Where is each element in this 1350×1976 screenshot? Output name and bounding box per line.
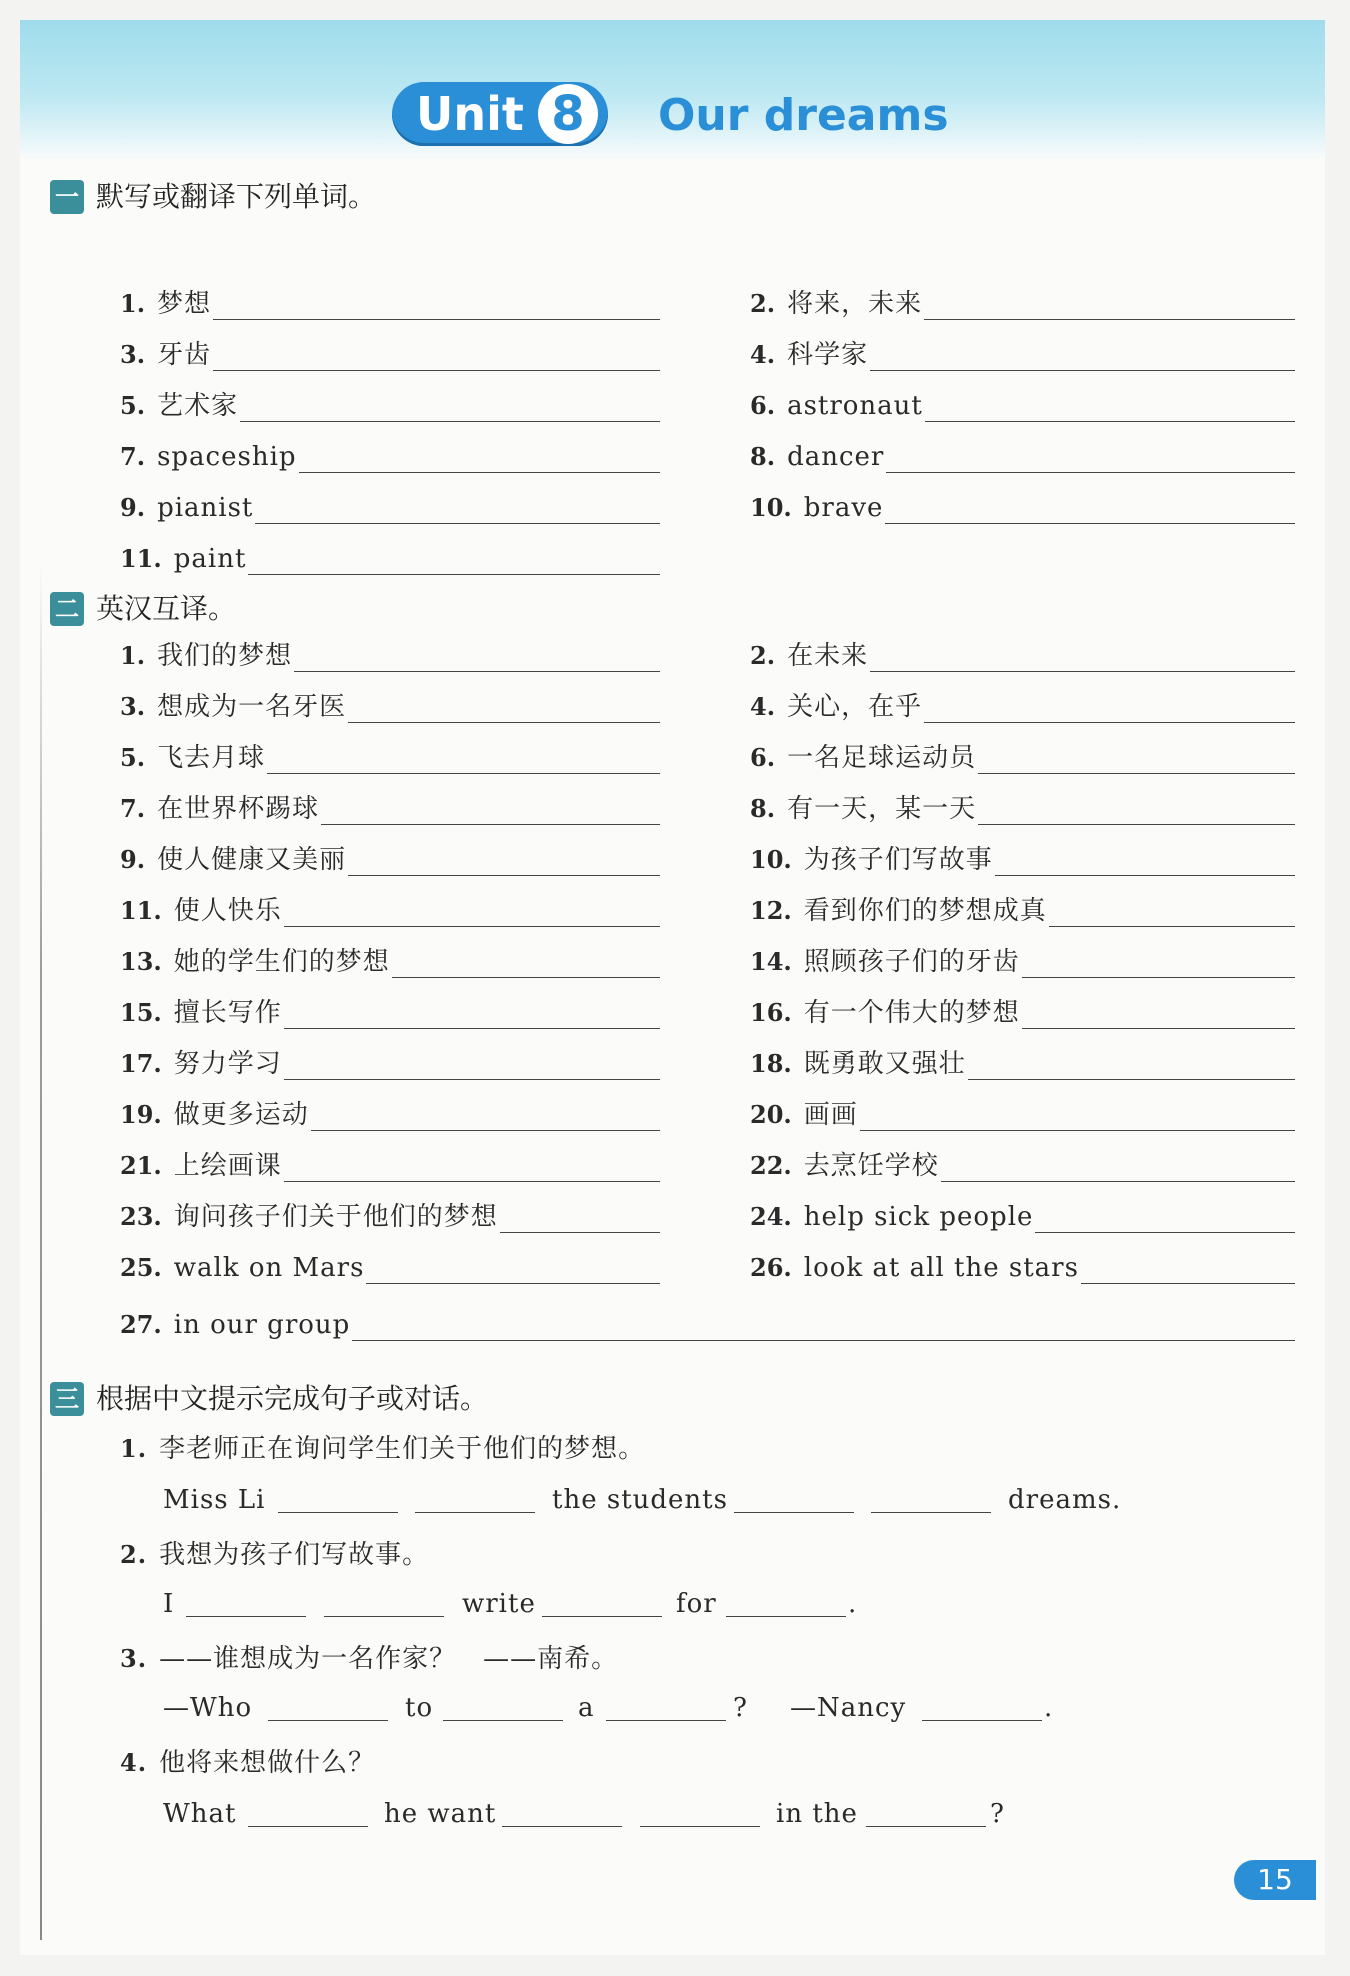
answer-blank[interactable]	[925, 393, 1295, 422]
item-text: 使人快乐	[173, 896, 282, 926]
item-number: 25.	[120, 1253, 162, 1282]
answer-blank[interactable]	[213, 342, 660, 371]
sentence-word: ?	[990, 1799, 1005, 1829]
item-text: 照顾孩子们的牙齿	[803, 947, 1020, 977]
section-1-icon: 一	[50, 180, 84, 214]
header-band	[20, 20, 1325, 160]
unit-title: Our dreams	[658, 90, 949, 141]
answer-blank[interactable]	[860, 1102, 1295, 1131]
item-number: 12.	[750, 896, 792, 925]
item-number: 21.	[120, 1151, 162, 1180]
answer-blank[interactable]	[352, 1312, 1295, 1341]
answer-blank[interactable]	[542, 1586, 662, 1617]
answer-blank[interactable]	[734, 1482, 854, 1513]
s3-q4-answer-line	[20, 1796, 1325, 1832]
s3-q3-answer-line	[20, 1690, 1325, 1726]
item-text: spaceship	[157, 442, 297, 472]
answer-blank[interactable]	[968, 1051, 1295, 1080]
answer-blank[interactable]	[284, 1051, 660, 1080]
s1-item-9	[120, 484, 660, 524]
item-number: 5.	[120, 391, 146, 420]
answer-blank[interactable]	[606, 1690, 726, 1721]
answer-blank[interactable]	[941, 1153, 1295, 1182]
answer-blank[interactable]	[366, 1255, 660, 1284]
answer-blank[interactable]	[415, 1482, 535, 1513]
item-text: 有一个伟大的梦想	[803, 998, 1020, 1028]
item-text: 一名足球运动员	[787, 743, 977, 773]
s2-item-24	[750, 1193, 1295, 1233]
item-text: astronaut	[787, 391, 923, 421]
s2-item-11	[120, 887, 660, 927]
s1-item-11	[120, 535, 660, 575]
item-number: 16.	[750, 998, 792, 1027]
item-text: 想成为一名牙医	[157, 692, 347, 722]
item-number: 6.	[750, 391, 776, 420]
item-number: 6.	[750, 743, 776, 772]
section-3-icon: 三	[50, 1382, 84, 1416]
s2-item-21	[120, 1142, 660, 1182]
item-text: 科学家	[787, 340, 869, 370]
item-text: 擅长写作	[173, 998, 282, 1028]
answer-blank[interactable]	[284, 1153, 660, 1182]
section-2-icon: 二	[50, 592, 84, 626]
s1-item-6	[750, 382, 1295, 422]
s1-item-7	[120, 433, 660, 473]
item-text: 将来，未来	[787, 289, 923, 319]
item-number: 14.	[750, 947, 792, 976]
s3-q4-prompt	[120, 1746, 375, 1780]
s3-q3-prompt	[120, 1642, 618, 1676]
s2-item-8	[750, 785, 1295, 825]
section-1-heading	[50, 180, 650, 220]
item-number: 26.	[750, 1253, 792, 1282]
s2-item-26	[750, 1244, 1295, 1284]
item-text: 去烹饪学校	[803, 1151, 939, 1181]
item-number: 4.	[750, 692, 776, 721]
unit-label: Unit	[416, 87, 524, 141]
answer-blank[interactable]	[1081, 1255, 1295, 1284]
s2-item-1	[120, 632, 660, 672]
item-text: paint	[173, 544, 247, 574]
question-chinese: ——谁想成为一名作家？ ——南希。	[159, 1644, 619, 1674]
s2-item-9	[120, 836, 660, 876]
item-number: 27.	[120, 1310, 162, 1339]
s2-item-20	[750, 1091, 1295, 1131]
sentence-word: ?	[733, 1693, 748, 1723]
item-number: 10.	[750, 845, 792, 874]
s2-item-3	[120, 683, 660, 723]
item-number: 9.	[120, 845, 146, 874]
s2-item-15	[120, 989, 660, 1029]
item-number: 8.	[750, 442, 776, 471]
item-text: 在未来	[787, 641, 869, 671]
item-text: 关心，在乎	[787, 692, 923, 722]
worksheet-page	[20, 20, 1325, 1955]
s2-item-19	[120, 1091, 660, 1131]
sentence-word: Miss Li	[163, 1485, 266, 1515]
answer-blank[interactable]	[870, 342, 1295, 371]
s3-q1-prompt	[120, 1432, 645, 1466]
answer-blank[interactable]	[321, 796, 660, 825]
section-1-title: 默写或翻译下列单词。	[96, 180, 377, 213]
s2-item-13	[120, 938, 660, 978]
answer-blank[interactable]	[443, 1690, 563, 1721]
sentence-word: What	[163, 1799, 237, 1829]
item-text: brave	[803, 493, 884, 523]
item-text: dancer	[787, 442, 885, 472]
section-3-heading	[50, 1382, 750, 1422]
answer-blank[interactable]	[248, 546, 660, 575]
answer-blank[interactable]	[924, 694, 1295, 723]
item-text: walk on Mars	[173, 1253, 365, 1283]
item-number: 18.	[750, 1049, 792, 1078]
s3-q2-answer-line	[20, 1586, 1325, 1622]
item-number: 9.	[120, 493, 146, 522]
s2-item-6	[750, 734, 1295, 774]
s2-item-14	[750, 938, 1295, 978]
item-number: 10.	[750, 493, 792, 522]
s2-item-10	[750, 836, 1295, 876]
sentence-word: to	[405, 1693, 434, 1723]
item-number: 24.	[750, 1202, 792, 1231]
sentence-word: the students	[552, 1485, 728, 1515]
s2-item-27	[120, 1301, 1295, 1341]
answer-blank[interactable]	[726, 1586, 846, 1617]
answer-blank[interactable]	[392, 949, 660, 978]
item-text: 梦想	[157, 289, 212, 319]
s1-item-8	[750, 433, 1295, 473]
item-text: help sick people	[803, 1202, 1034, 1232]
item-number: 23.	[120, 1202, 162, 1231]
s1-item-5	[120, 382, 660, 422]
item-text: 询问孩子们关于他们的梦想	[173, 1202, 498, 1232]
sentence-word: write	[462, 1589, 536, 1619]
answer-blank[interactable]	[978, 745, 1295, 774]
item-text: in our group	[173, 1310, 351, 1340]
item-text: 我们的梦想	[157, 641, 293, 671]
answer-blank[interactable]	[294, 643, 660, 672]
answer-blank[interactable]	[886, 444, 1295, 473]
s1-item-3	[120, 331, 660, 371]
s3-q1-answer-line	[20, 1482, 1325, 1518]
question-chinese: 我想为孩子们写故事。	[159, 1540, 430, 1570]
question-number: 2.	[120, 1540, 148, 1569]
item-number: 5.	[120, 743, 146, 772]
answer-blank[interactable]	[324, 1586, 444, 1617]
item-number: 17.	[120, 1049, 162, 1078]
item-number: 7.	[120, 442, 146, 471]
s2-item-16	[750, 989, 1295, 1029]
unit-number: 8	[538, 84, 598, 144]
item-number: 1.	[120, 641, 146, 670]
answer-blank[interactable]	[885, 495, 1295, 524]
sentence-word: in the	[776, 1799, 858, 1829]
sentence-word: a	[578, 1693, 595, 1723]
question-number: 3.	[120, 1644, 148, 1673]
item-text: 在世界杯踢球	[157, 794, 320, 824]
binding-edge	[40, 560, 42, 1940]
unit-badge	[392, 82, 608, 146]
sentence-word: he want	[384, 1799, 497, 1829]
section-2-title: 英汉互译。	[96, 592, 237, 625]
item-text: 做更多运动	[173, 1100, 309, 1130]
s2-item-25	[120, 1244, 660, 1284]
answer-blank[interactable]	[240, 393, 660, 422]
s2-item-22	[750, 1142, 1295, 1182]
answer-blank[interactable]	[284, 1000, 660, 1029]
answer-blank[interactable]	[299, 444, 660, 473]
answer-blank[interactable]	[348, 694, 660, 723]
item-text: 看到你们的梦想成真	[803, 896, 1047, 926]
answer-blank[interactable]	[500, 1204, 660, 1233]
item-number: 2.	[750, 641, 776, 670]
sentence-word: —Nancy	[790, 1693, 907, 1723]
item-number: 8.	[750, 794, 776, 823]
answer-blank[interactable]	[248, 1796, 368, 1827]
sentence-word: for	[676, 1589, 717, 1619]
answer-blank[interactable]	[995, 847, 1295, 876]
item-number: 20.	[750, 1100, 792, 1129]
item-number: 19.	[120, 1100, 162, 1129]
answer-blank[interactable]	[186, 1586, 306, 1617]
item-number: 4.	[750, 340, 776, 369]
sentence-word: dreams.	[1008, 1485, 1122, 1515]
s2-item-4	[750, 683, 1295, 723]
answer-blank[interactable]	[640, 1796, 760, 1827]
item-number: 3.	[120, 692, 146, 721]
answer-blank[interactable]	[284, 898, 660, 927]
item-number: 2.	[750, 289, 776, 318]
item-text: 有一天，某一天	[787, 794, 977, 824]
answer-blank[interactable]	[213, 291, 660, 320]
sentence-word: I	[163, 1589, 175, 1619]
page-number: 15	[1234, 1860, 1316, 1900]
answer-blank[interactable]	[348, 847, 660, 876]
answer-blank[interactable]	[502, 1796, 622, 1827]
answer-blank[interactable]	[1049, 898, 1295, 927]
item-text: 上绘画课	[173, 1151, 282, 1181]
answer-blank[interactable]	[267, 745, 660, 774]
s1-item-2	[750, 280, 1295, 320]
item-number: 13.	[120, 947, 162, 976]
item-number: 11.	[120, 544, 162, 573]
answer-blank[interactable]	[978, 796, 1295, 825]
answer-blank[interactable]	[1035, 1204, 1295, 1233]
section-3-title: 根据中文提示完成句子或对话。	[96, 1382, 489, 1415]
answer-blank[interactable]	[255, 495, 660, 524]
s2-item-18	[750, 1040, 1295, 1080]
item-number: 11.	[120, 896, 162, 925]
s1-item-10	[750, 484, 1295, 524]
answer-blank[interactable]	[1022, 1000, 1295, 1029]
question-chinese: 他将来想做什么？	[159, 1748, 376, 1778]
item-number: 15.	[120, 998, 162, 1027]
item-text: 牙齿	[157, 340, 212, 370]
sentence-word: .	[1044, 1693, 1054, 1723]
item-text: 努力学习	[173, 1049, 282, 1079]
sentence-word: —Who	[163, 1693, 253, 1723]
item-text: pianist	[157, 493, 254, 523]
s2-item-12	[750, 887, 1295, 927]
s2-item-17	[120, 1040, 660, 1080]
s2-item-23	[120, 1193, 660, 1233]
question-number: 4.	[120, 1748, 148, 1777]
s1-item-1	[120, 280, 660, 320]
answer-blank[interactable]	[311, 1102, 660, 1131]
answer-blank[interactable]	[870, 643, 1295, 672]
item-text: 画画	[803, 1100, 858, 1130]
answer-blank[interactable]	[268, 1690, 388, 1721]
item-text: 既勇敢又强壮	[803, 1049, 966, 1079]
answer-blank[interactable]	[924, 291, 1295, 320]
item-number: 3.	[120, 340, 146, 369]
answer-blank[interactable]	[922, 1690, 1042, 1721]
question-number: 1.	[120, 1434, 148, 1463]
s3-q2-prompt	[120, 1538, 429, 1572]
answer-blank[interactable]	[871, 1482, 991, 1513]
sentence-word: .	[848, 1589, 858, 1619]
section-2-heading	[50, 592, 650, 632]
s2-item-7	[120, 785, 660, 825]
item-text: 飞去月球	[157, 743, 266, 773]
question-chinese: 李老师正在询问学生们关于他们的梦想。	[159, 1434, 646, 1464]
item-text: look at all the stars	[803, 1253, 1079, 1283]
item-text: 她的学生们的梦想	[173, 947, 390, 977]
item-number: 7.	[120, 794, 146, 823]
s1-item-4	[750, 331, 1295, 371]
item-number: 22.	[750, 1151, 792, 1180]
s2-item-2	[750, 632, 1295, 672]
item-text: 为孩子们写故事	[803, 845, 993, 875]
item-text: 艺术家	[157, 391, 239, 421]
answer-blank[interactable]	[866, 1796, 986, 1827]
item-number: 1.	[120, 289, 146, 318]
answer-blank[interactable]	[278, 1482, 398, 1513]
answer-blank[interactable]	[1022, 949, 1295, 978]
item-text: 使人健康又美丽	[157, 845, 347, 875]
s2-item-5	[120, 734, 660, 774]
